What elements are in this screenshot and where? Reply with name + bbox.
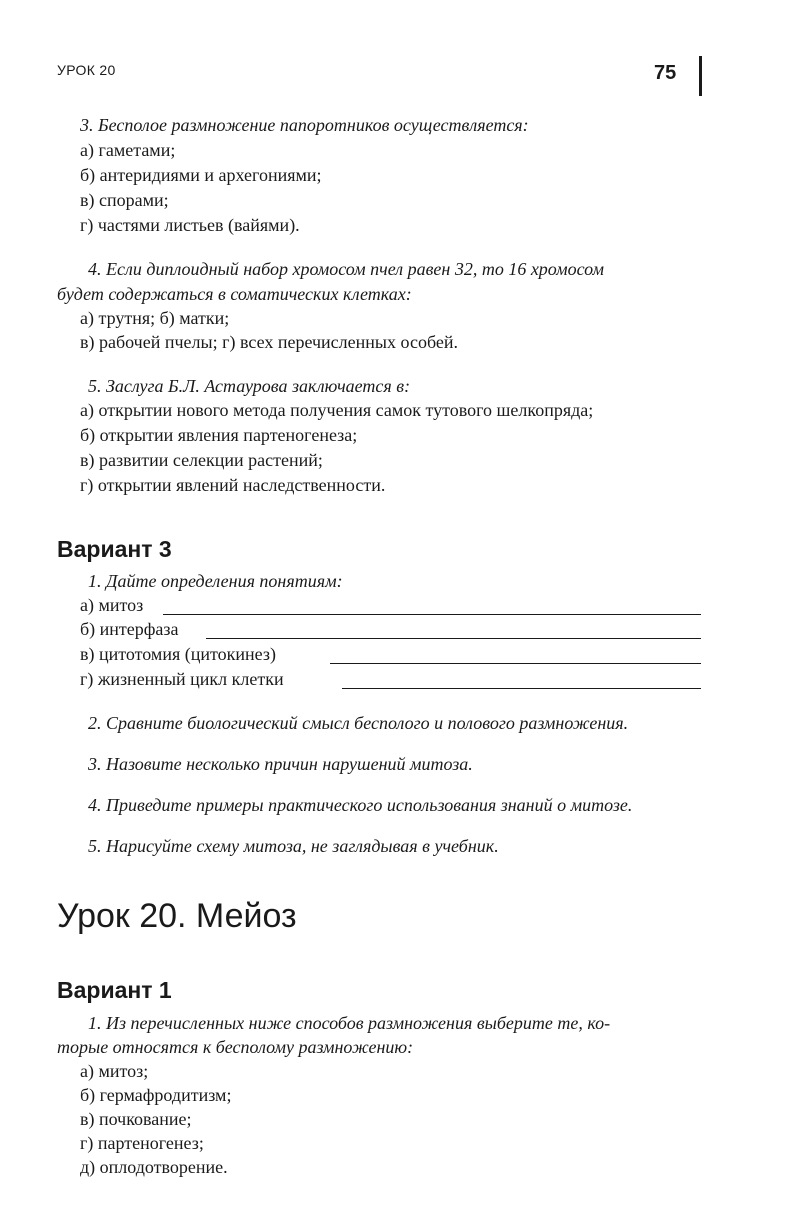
- v1-q1-option-e: д) оплодотворение.: [80, 1157, 228, 1177]
- question-5: 5. Заслуга Б.Л. Астаурова заключается в:: [88, 376, 411, 396]
- v3-question-4: 4. Приведите примеры практического использования знаний о митозе.: [88, 795, 633, 815]
- v1-question-1-line1: 1. Из перечисленных ниже способов размножения выберите те, ко-: [88, 1013, 611, 1033]
- q4-options-ab: а) трутня; б) матки;: [80, 308, 230, 328]
- answer-line: [342, 688, 701, 689]
- question-4-line1: 4. Если диплоидный набор хромосом пчел равен 32, то 16 хромосом: [88, 259, 604, 279]
- header-divider: [699, 56, 702, 96]
- v3-q1-option-d: г) жизненный цикл клетки: [80, 669, 284, 689]
- q5-option-a: а) открытии нового метода получения самок тутового шелкопряда;: [80, 400, 594, 420]
- v1-q1-option-d: г) партеногенез;: [80, 1133, 204, 1153]
- answer-line: [163, 614, 701, 615]
- variant-3-heading: Вариант 3: [57, 536, 172, 562]
- q3-option-d: г) частями листьев (вайями).: [80, 215, 300, 235]
- q5-option-d: г) открытии явлений наследственности.: [80, 475, 386, 495]
- v1-q1-option-c: в) почкование;: [80, 1109, 192, 1129]
- v1-q1-option-b: б) гермафродитизм;: [80, 1085, 232, 1105]
- q5-option-b: б) открытии явления партеногенеза;: [80, 425, 358, 445]
- q4-options-cd: в) рабочей пчелы; г) всех перечисленных особей.: [80, 332, 458, 352]
- v3-question-5: 5. Нарисуйте схему митоза, не заглядывая в учебник.: [88, 836, 499, 856]
- question-3: 3. Бесполое размножение папоротников осуществляется:: [80, 115, 529, 135]
- q3-option-a: а) гаметами;: [80, 140, 176, 160]
- v1-question-1-line2: торые относятся к бесполому размножению:: [57, 1037, 414, 1057]
- v3-q1-option-c: в) цитотомия (цитокинез): [80, 644, 276, 664]
- answer-line: [206, 638, 701, 639]
- q3-option-c: в) спорами;: [80, 190, 169, 210]
- running-header: УРОК 20: [57, 62, 116, 78]
- v3-question-3: 3. Назовите несколько причин нарушений митоза.: [88, 754, 473, 774]
- v1-q1-option-a: а) митоз;: [80, 1061, 149, 1081]
- v3-question-2: 2. Сравните биологический смысл бесполого и полового размножения.: [88, 713, 629, 733]
- q3-option-b: б) антеридиями и архегониями;: [80, 165, 322, 185]
- v3-q1-option-a: а) митоз: [80, 595, 144, 615]
- q5-option-c: в) развитии селекции растений;: [80, 450, 323, 470]
- lesson-title: Урок 20. Мейоз: [57, 897, 297, 935]
- question-4-line2: будет содержаться в соматических клетках:: [57, 284, 412, 304]
- answer-line: [330, 663, 701, 664]
- variant-1-heading: Вариант 1: [57, 977, 172, 1003]
- page-number: 75: [654, 62, 677, 84]
- v3-q1-option-b: б) интерфаза: [80, 619, 179, 639]
- v3-question-1: 1. Дайте определения понятиям:: [88, 571, 343, 591]
